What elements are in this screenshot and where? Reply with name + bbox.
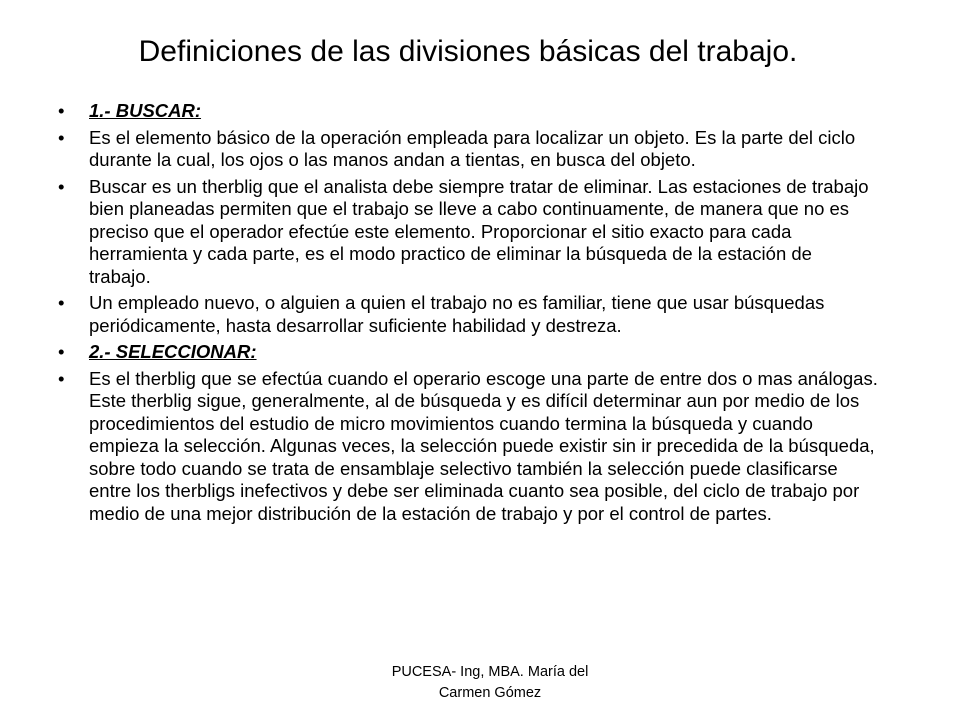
bullet-text: Un empleado nuevo, o alguien a quien el trabajo no es familiar, tiene que usar búsquedas periódicamente, hasta desarrollar suficiente habilidad y destreza. (89, 292, 825, 336)
footer-line-name: Carmen Gómez (438, 685, 542, 701)
bullet-text: Buscar es un therblig que el analista debe siempre tratar de eliminar. Las estaciones de trabajo bien planeadas permiten que el trabajo se lleve a cabo continuamente, de manera que no es preciso que el operador efectúe este elemento. Proporcionar el sitio exacto para cada herramienta y cada parte, es el modo practico de eliminar la búsqueda de la estación de trabajo. (89, 175, 869, 287)
bullet-icon: • (58, 175, 65, 197)
bullet-icon: • (58, 292, 65, 313)
bullet-icon: • (58, 100, 65, 121)
bullet-buscar-elimination (58, 176, 878, 289)
bullet-text: 2.- SELECCIONAR: (89, 341, 257, 362)
bullet-icon: • (58, 126, 65, 148)
footer-line-author: PUCESA- Ing, MBA. María del (391, 664, 589, 680)
bullet-buscar-definition (58, 127, 878, 172)
bullet-list (58, 100, 878, 529)
bullet-seleccionar-definition (58, 368, 878, 526)
bullet-heading-seleccionar (58, 341, 878, 364)
bullet-icon: • (58, 341, 65, 362)
bullet-heading-buscar (58, 100, 878, 123)
slide-footer (340, 662, 640, 704)
bullet-text: 1.- BUSCAR: (89, 100, 202, 121)
bullet-buscar-new-employee (58, 292, 878, 337)
slide-title: Definiciones de las divisiones básicas del trabajo. (138, 35, 798, 68)
bullet-icon: • (58, 367, 65, 389)
bullet-text: Es el therblig que se efectúa cuando el operario escoge una parte de entre dos o mas análogas. Este therblig sigue, generalmente, al de búsqueda y es difícil determinar aun por medio de los procedimientos del estudio de micro movimientos cuando termina la búsqueda y cuando empieza la selección. Algunas veces, la selección puede existir sin ir precedida de la búsqueda, sobre todo cuando se trata de ensamblaje selectivo también la selección puede clasificarse entre los therbligs inefectivos y debe ser eliminada cuanto sea posible, del ciclo de trabajo por medio de una mejor distribución de la estación de trabajo y por el control de partes. (89, 367, 878, 524)
bullet-text: Es el elemento básico de la operación empleada para localizar un objeto. Es la parte del ciclo durante la cual, los ojos o las manos andan a tientas, en busca del objeto. (89, 126, 856, 170)
